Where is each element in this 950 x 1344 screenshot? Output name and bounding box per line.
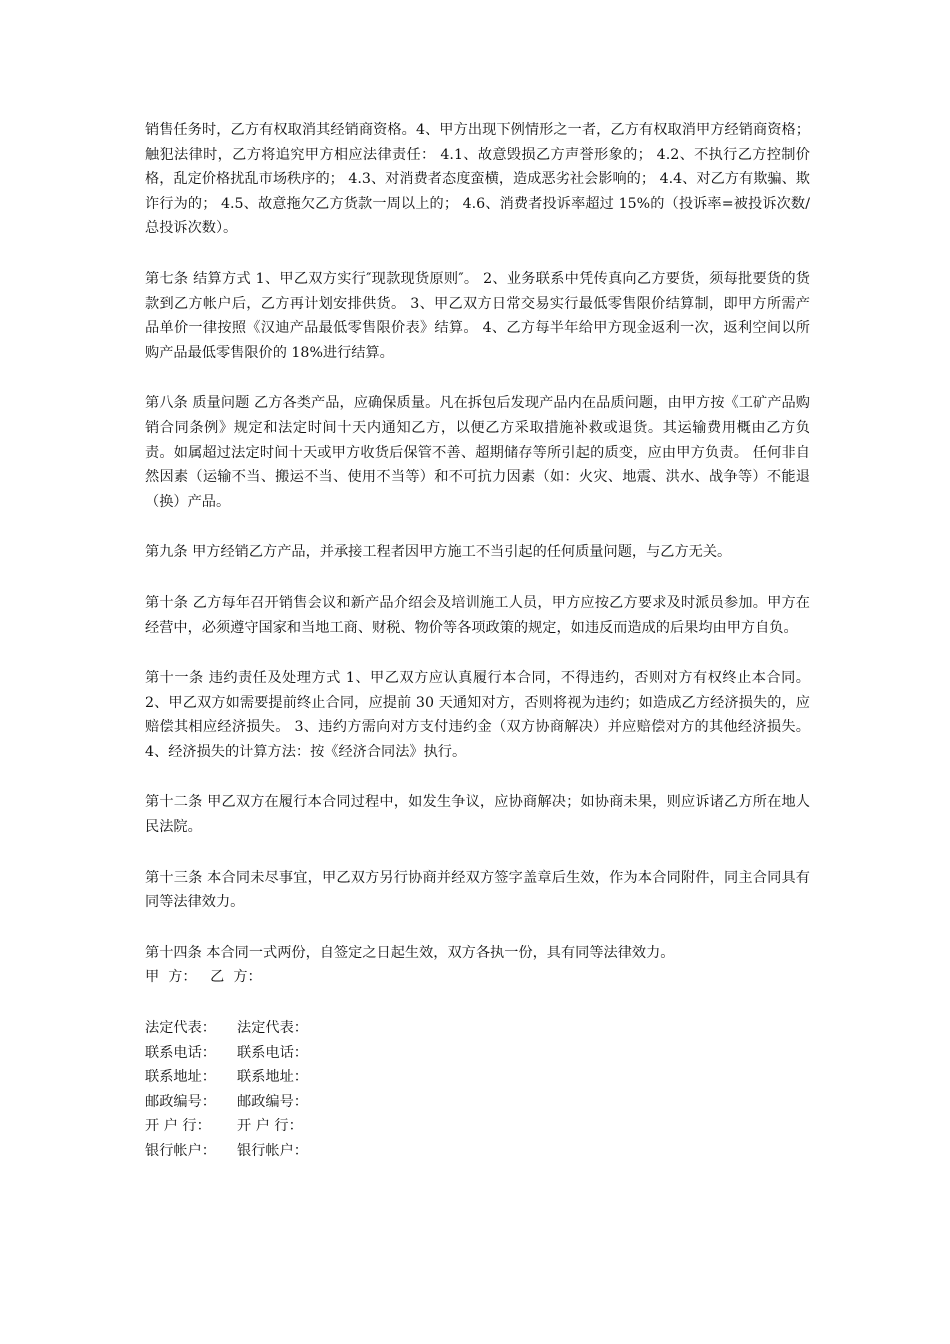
field-label-b: 邮政编号： bbox=[237, 1093, 308, 1110]
field-label-b: 开 户 行： bbox=[237, 1118, 303, 1135]
field-label-b: 法定代表： bbox=[237, 1020, 308, 1037]
field-label-a: 联系电话： bbox=[145, 1044, 216, 1061]
field-label-b: 联系电话： bbox=[237, 1044, 308, 1061]
paragraph-article-12-disputes: 第十二条 甲乙双方在履行本合同过程中，如发生争议，应协商解决；如协商未果，则应诉诸乙方所在地人民法院。 bbox=[145, 794, 810, 836]
field-label-a: 开 户 行： bbox=[145, 1118, 211, 1135]
paragraph-article-14: 第十四条 本合同一式两份，自签定之日起生效，双方各执一份，具有同等法律效力。 bbox=[145, 944, 675, 961]
paragraph-article-13: 第十三条 本合同未尽事宜，甲乙双方另行协商并经双方签字盖章后生效，作为本合同附件，同主合同具有同等法律效力。 bbox=[145, 869, 810, 911]
field-label-a: 邮政编号： bbox=[145, 1093, 216, 1110]
paragraph-article-9: 第九条 甲方经销乙方产品，并承接工程者因甲方施工不当引起的任何质量问题，与乙方无关。 bbox=[145, 544, 732, 561]
field-row-representative bbox=[145, 1016, 810, 1041]
paragraph-article-10: 第十条 乙方每年召开销售会议和新产品介绍会及培训施工人员，甲方应按乙方要求及时派员参加。甲方在经营中，必须遵守国家和当地工商、财税、物价等各项政策的规定，如违反而造成的后果均由甲方自负。 bbox=[145, 594, 810, 636]
paragraph-dealer-disqualification: 销售任务时，乙方有权取消其经销商资格。4、甲方出现下例情形之一者，乙方有权取消甲方经销商资格；触犯法律时，乙方将追究甲方相应法律责任： 4.1、故意毁损乙方声誉形象的； 4.2、不执行乙方控制价格，乱定价格扰乱市场秩序的； 4.3、对消费者态度蛮横，造成恶劣社会影响的； 4.4、对乙方有欺骗、欺诈行为的； 4.5、故意拖欠乙方货款一周以上的； 4.6、消费者投诉率超过 15%的（投诉率=被投诉次数/总投诉次数）。 bbox=[145, 122, 810, 237]
party-b-label: 乙 方： bbox=[210, 969, 262, 986]
field-label-a: 法定代表： bbox=[145, 1020, 216, 1037]
field-row-phone bbox=[145, 1041, 810, 1066]
contract-page bbox=[145, 118, 815, 1164]
field-label-b: 银行帐户： bbox=[237, 1143, 308, 1159]
field-label-a: 银行帐户： bbox=[145, 1143, 216, 1159]
field-label-a: 联系地址： bbox=[145, 1069, 216, 1086]
signer-line bbox=[145, 965, 810, 990]
party-a-label: 甲 方： bbox=[145, 969, 197, 986]
signature-fields bbox=[145, 1016, 810, 1164]
field-label-b: 联系地址： bbox=[237, 1069, 308, 1086]
paragraph-article-8-quality: 第八条 质量问题 乙方各类产品，应确保质量。凡在拆包后发现产品内在品质问题，由甲方按《工矿产品购销合同条例》规定和法定时间十天内通知乙方，以便乙方采取措施补救或退货。其运输费用概由乙方负责。如属超过法定时间十天或甲方收货后保管不善、超期储存等所引起的质变，应由甲方负责。 任何非自然因素（运输不当、搬运不当、使用不当等）和不可抗力因素（如：火灾、地震、洪水、战争等）不能退（换）产品。 bbox=[145, 395, 810, 510]
field-row-bank bbox=[145, 1114, 810, 1139]
field-row-address bbox=[145, 1065, 810, 1090]
field-row-bank-account bbox=[145, 1139, 810, 1164]
paragraph-article-11-breach: 第十一条 违约责任及处理方式 1、甲乙双方应认真履行本合同，不得违约，否则对方有权终止本合同。2、甲乙双方如需要提前终止合同，应提前 30 天通知对方，否则将视为违约；如造成乙方经济损失的，应赔偿其相应经济损失。 3、违约方需向对方支付违约金（双方协商解决）并应赔偿对方的其他经济损失。 4、经济损失的计算方法：按《经济合同法》执行。 bbox=[145, 670, 815, 760]
field-row-postcode bbox=[145, 1090, 810, 1115]
paragraph-article-7-settlement: 第七条 结算方式 1、甲乙双方实行″现款现货原则″。 2、业务联系中凭传真向乙方要货，须每批要货的货款到乙方帐户后，乙方再计划安排供货。 3、甲乙双方日常交易实行最低零售限价结算制，即甲方所需产品单价一律按照《汉迪产品最低零售限价表》结算。 4、乙方每半年给甲方现金返利一次，返利空间以所购产品最低零售限价的 18%进行结算。 bbox=[145, 270, 810, 361]
